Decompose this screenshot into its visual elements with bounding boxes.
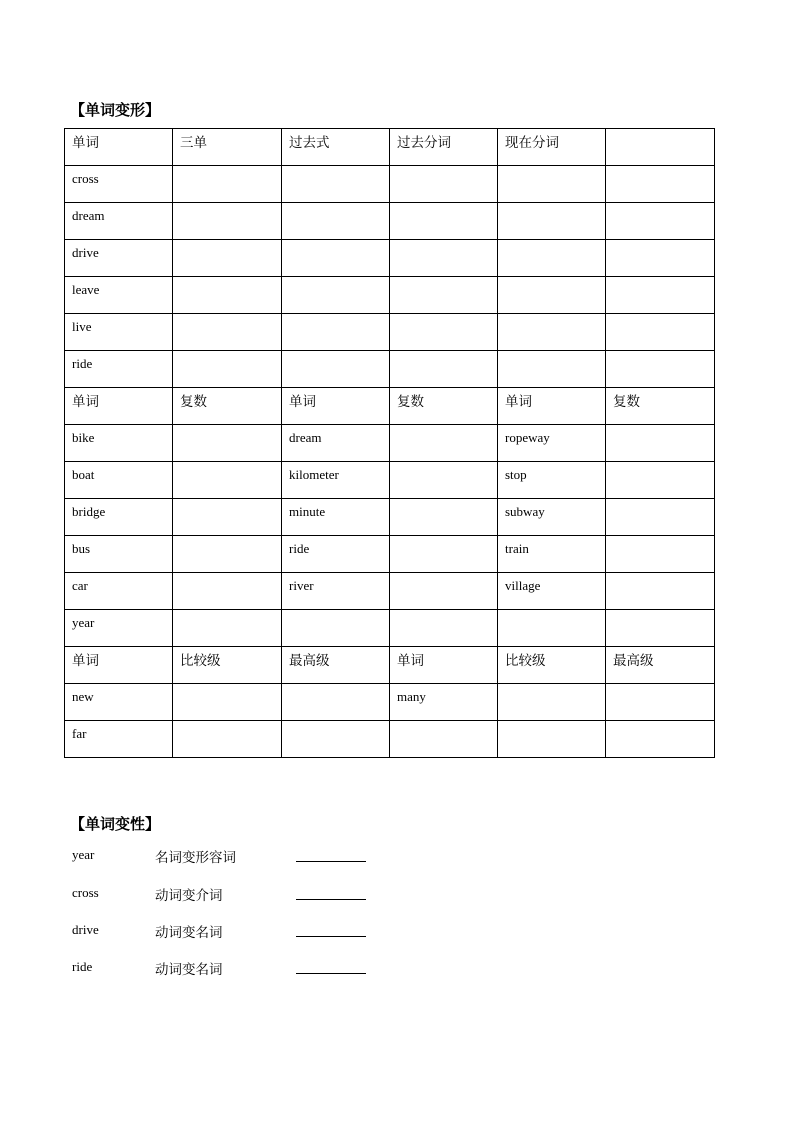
table-cell[interactable] [282,240,390,277]
table-cell [282,425,390,462]
table-cell [65,684,173,721]
table-cell [65,462,173,499]
cell-text [282,610,389,615]
table-cell [390,684,498,721]
cell-text [606,351,714,356]
cell-text: 比较级 [505,653,546,669]
answer-blank[interactable] [296,861,366,862]
cell-text [606,203,714,208]
cell-text: 单词 [72,394,99,410]
cell-text [606,536,714,541]
cell-text: 现在分词 [505,135,559,151]
cell-text: 最高级 [289,653,330,669]
exercise-word: year [72,847,95,862]
cell-text: subway [505,504,545,519]
table-cell [498,536,606,573]
cell-text [390,203,497,208]
table-row [65,203,715,240]
table-cell [173,129,282,166]
table-cell [606,388,715,425]
cell-text [173,536,281,541]
cell-text [606,277,714,282]
table-cell[interactable] [498,721,606,758]
table-cell [65,610,173,647]
table-cell[interactable] [173,351,282,388]
cell-text [498,166,605,171]
table-cell [498,573,606,610]
table-cell[interactable] [498,166,606,203]
cell-text [606,721,714,726]
table-cell[interactable] [390,240,498,277]
cell-text: river [289,578,314,593]
cell-text [282,684,389,689]
cell-text: many [397,689,426,704]
cell-text [173,610,281,615]
cell-text: 过去分词 [397,135,451,151]
table-row [65,388,715,425]
table-cell[interactable] [390,721,498,758]
exercise-row-year [72,847,472,867]
table-cell [173,388,282,425]
cell-text [606,684,714,689]
table-cell[interactable] [173,610,282,647]
table-cell[interactable] [606,166,715,203]
section-title-word-forms: 【单词变形】 [70,101,161,119]
table-cell[interactable] [173,462,282,499]
table-cell[interactable] [390,573,498,610]
table-cell [65,425,173,462]
cell-text [606,573,714,578]
cell-text: ride [72,356,93,371]
table-cell[interactable] [390,499,498,536]
table-cell[interactable] [282,314,390,351]
cell-text: kilometer [289,467,339,482]
exercise-word: drive [72,922,99,937]
cell-text: live [72,319,92,334]
table-cell [65,129,173,166]
table-cell[interactable] [606,203,715,240]
cell-text [282,240,389,245]
table-cell [282,462,390,499]
table-cell [65,388,173,425]
cell-text [606,314,714,319]
table-cell[interactable] [282,721,390,758]
table-row [65,499,715,536]
table-cell [65,721,173,758]
exercise-description: 动词变名词 [155,962,223,978]
cell-text [498,721,605,726]
table-cell[interactable] [282,166,390,203]
table-cell[interactable] [173,277,282,314]
exercise-row-ride [72,959,472,979]
exercise-row-cross [72,885,472,905]
cell-text: 复数 [613,394,640,410]
cell-text [173,499,281,504]
table-cell[interactable] [282,277,390,314]
cell-text: car [72,578,88,593]
cell-text: boat [72,467,95,482]
table-cell[interactable] [606,721,715,758]
cell-text [173,203,281,208]
table-row [65,610,715,647]
exercise-word: cross [72,885,99,900]
table-row [65,684,715,721]
cell-text [498,351,605,356]
table-cell[interactable] [173,721,282,758]
table-row [65,240,715,277]
cell-text [390,166,497,171]
table-row [65,129,715,166]
table-cell [498,499,606,536]
cell-text [606,499,714,504]
cell-text: 单词 [505,394,532,410]
cell-text [173,721,281,726]
table-cell [282,129,390,166]
cell-text [606,166,714,171]
cell-text [390,240,497,245]
section-title-word-nature: 【单词变性】 [70,815,161,833]
cell-text: cross [72,171,99,186]
cell-text: year [72,615,95,630]
cell-text [606,462,714,467]
table-cell [282,536,390,573]
table-cell[interactable] [390,351,498,388]
cell-text: 单词 [289,394,316,410]
table-cell[interactable] [173,314,282,351]
table-cell[interactable] [173,684,282,721]
table-row [65,166,715,203]
table-cell[interactable] [606,536,715,573]
cell-text [390,462,497,467]
table-row [65,351,715,388]
table-cell[interactable] [173,166,282,203]
table-cell[interactable] [606,425,715,462]
table-cell[interactable] [606,314,715,351]
table-cell[interactable] [390,425,498,462]
table-cell[interactable] [390,610,498,647]
table-cell[interactable] [173,499,282,536]
table-cell[interactable] [606,277,715,314]
cell-text [606,425,714,430]
table-cell [65,647,173,684]
table-row [65,647,715,684]
table-cell[interactable] [498,351,606,388]
table-cell[interactable] [390,166,498,203]
cell-text [390,610,497,615]
cell-text [498,240,605,245]
cell-text [390,277,497,282]
cell-text [498,203,605,208]
table-cell[interactable] [606,499,715,536]
cell-text: 复数 [180,394,207,410]
table-cell[interactable] [390,277,498,314]
cell-text: minute [289,504,326,519]
table-cell[interactable] [498,240,606,277]
answer-blank[interactable] [296,899,366,900]
table-cell [65,240,173,277]
cell-text: bridge [72,504,106,519]
cell-text [390,721,497,726]
cell-text [173,240,281,245]
table-row [65,425,715,462]
cell-text [173,425,281,430]
cell-text [282,351,389,356]
cell-text: 单词 [397,653,424,669]
table-cell[interactable] [282,203,390,240]
cell-text [282,721,389,726]
answer-blank[interactable] [296,973,366,974]
cell-text [282,203,389,208]
cell-text [390,351,497,356]
table-cell [498,388,606,425]
table-cell[interactable] [498,203,606,240]
table-cell[interactable] [173,536,282,573]
cell-text: bike [72,430,95,445]
cell-text [498,610,605,615]
table-cell[interactable] [390,203,498,240]
cell-text: dream [72,208,105,223]
exercise-description: 名词变形容词 [155,850,236,866]
table-cell[interactable] [498,277,606,314]
table-cell[interactable] [173,240,282,277]
table-cell [65,166,173,203]
table-cell[interactable] [282,351,390,388]
cell-text [173,573,281,578]
table-row [65,573,715,610]
cell-text [606,610,714,615]
cell-text [173,351,281,356]
cell-text [282,166,389,171]
table-cell[interactable] [606,240,715,277]
table-cell [498,425,606,462]
cell-text: far [72,726,87,741]
table-cell [498,462,606,499]
cell-text: village [505,578,541,593]
cell-text [173,462,281,467]
table-cell [65,351,173,388]
cell-text [282,277,389,282]
cell-text [606,240,714,245]
word-forms-table [64,128,715,758]
cell-text [390,536,497,541]
cell-text: 过去式 [289,135,330,151]
cell-text [173,166,281,171]
table-cell [390,129,498,166]
table-cell [606,647,715,684]
cell-text: drive [72,245,99,260]
table-cell[interactable] [282,610,390,647]
exercise-description: 动词变介词 [155,888,223,904]
cell-text [606,129,714,134]
table-row [65,462,715,499]
table-cell [282,499,390,536]
table-cell [65,314,173,351]
table-cell[interactable] [173,573,282,610]
cell-text: 三单 [180,135,207,151]
table-cell [65,203,173,240]
table-cell [65,277,173,314]
cell-text [498,277,605,282]
table-cell[interactable] [498,314,606,351]
table-cell [498,129,606,166]
cell-text: train [505,541,529,556]
table-cell[interactable] [173,425,282,462]
cell-text: ropeway [505,430,550,445]
cell-text: stop [505,467,527,482]
table-cell[interactable] [498,610,606,647]
table-cell[interactable] [606,684,715,721]
table-cell [65,573,173,610]
table-cell[interactable] [390,536,498,573]
table-cell [390,388,498,425]
exercise-word: ride [72,959,93,974]
table-cell [282,388,390,425]
cell-text [173,314,281,319]
table-cell [390,647,498,684]
cell-text: 单词 [72,653,99,669]
table-cell[interactable] [606,351,715,388]
cell-text [173,277,281,282]
cell-text [390,499,497,504]
cell-text: 单词 [72,135,99,151]
cell-text [498,314,605,319]
cell-text: 复数 [397,394,424,410]
table-cell[interactable] [390,462,498,499]
table-cell[interactable] [606,610,715,647]
cell-text: dream [289,430,322,445]
cell-text [173,684,281,689]
cell-text: 比较级 [180,653,221,669]
table-cell[interactable] [498,684,606,721]
table-cell[interactable] [390,314,498,351]
table-row [65,277,715,314]
table-cell[interactable] [606,573,715,610]
cell-text [390,425,497,430]
cell-text: new [72,689,94,704]
table-cell [65,499,173,536]
cell-text: ride [289,541,310,556]
cell-text: leave [72,282,100,297]
cell-text: bus [72,541,91,556]
table-row [65,721,715,758]
table-cell [282,647,390,684]
table-cell[interactable] [173,203,282,240]
table-cell [65,536,173,573]
cell-text [390,573,497,578]
answer-blank[interactable] [296,936,366,937]
table-cell[interactable] [606,462,715,499]
table-row [65,536,715,573]
table-cell [173,647,282,684]
table-cell[interactable] [282,684,390,721]
table-cell[interactable] [606,129,715,166]
table-row [65,314,715,351]
table-cell [498,647,606,684]
cell-text [390,314,497,319]
cell-text: 最高级 [613,653,654,669]
table-cell [282,573,390,610]
exercise-description: 动词变名词 [155,925,223,941]
cell-text [498,684,605,689]
cell-text [282,314,389,319]
exercise-row-drive [72,922,472,942]
